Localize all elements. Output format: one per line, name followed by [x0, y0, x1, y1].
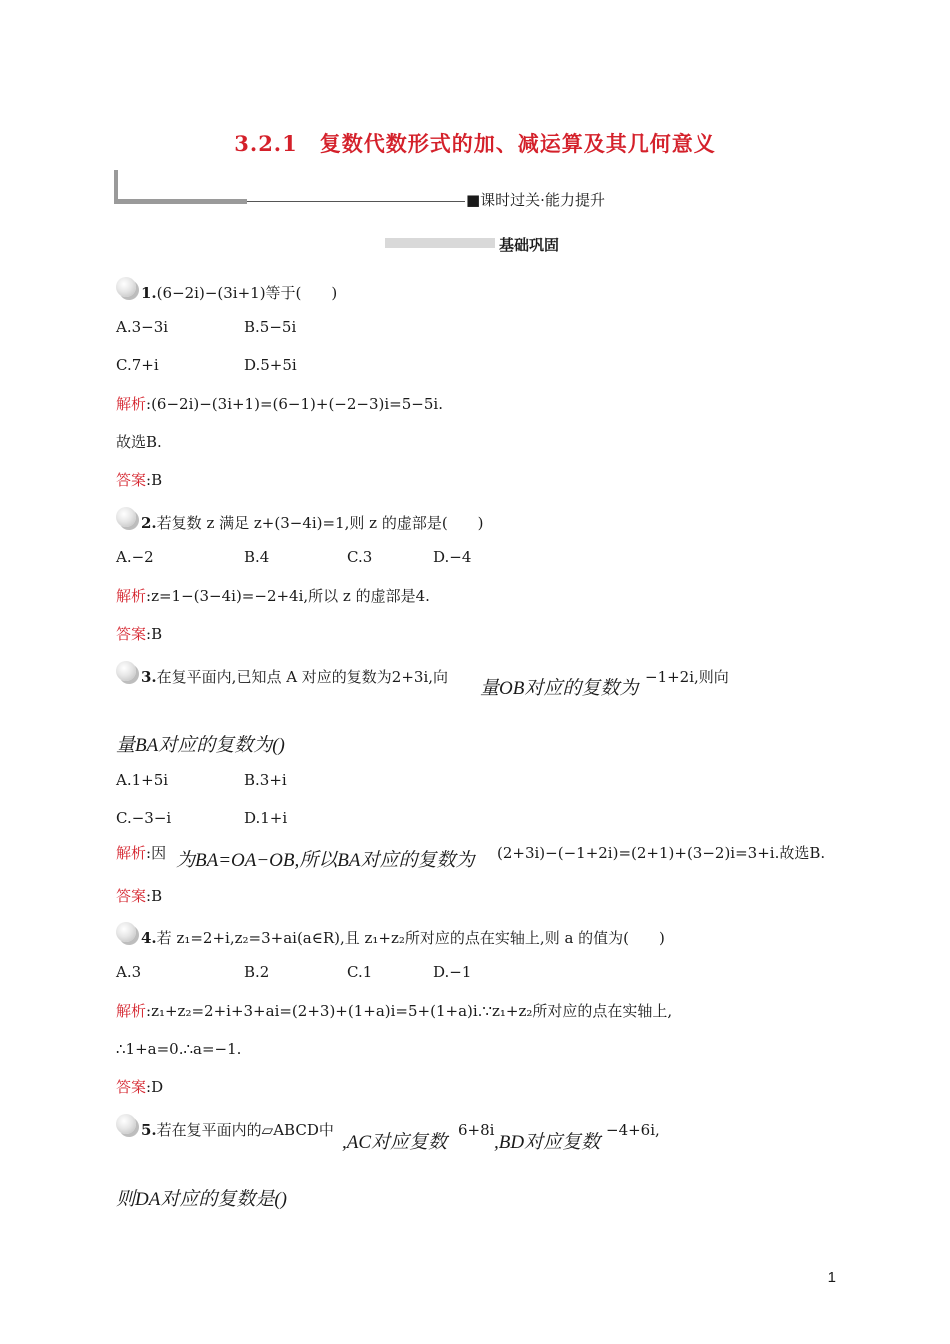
q4-number: 4.	[141, 929, 157, 947]
page-title: 3.2.1 复数代数形式的加、减运算及其几何意义	[234, 131, 716, 156]
question-marker-icon	[116, 277, 136, 297]
q1-answer	[116, 470, 162, 490]
question-marker-icon	[116, 1114, 136, 1134]
q1-option-c: C.7+i	[116, 356, 159, 374]
q5-stem-vector-bd: ,BD对应复数	[494, 1132, 601, 1153]
q1-extra: 故选B.	[116, 433, 162, 451]
q4-option-d: D.−1	[433, 963, 472, 981]
q2-number: 2.	[141, 514, 157, 532]
q2-stem	[141, 513, 484, 533]
question-marker-icon	[116, 661, 136, 681]
q2-analysis	[116, 586, 430, 606]
q1-option-a: A.3−3i	[116, 318, 169, 336]
question-marker-icon	[116, 922, 136, 942]
q1-analysis	[116, 394, 443, 414]
section-header: ■课时过关·能力提升	[466, 191, 605, 209]
q4-analysis	[116, 1001, 672, 1021]
q4-option-a: A.3	[116, 963, 142, 981]
q3-option-c: C.−3−i	[116, 809, 172, 827]
q3-stem-c: −1+2i,则向	[645, 668, 729, 686]
q5-stem	[141, 1120, 334, 1140]
q4-option-c: C.1	[347, 963, 373, 981]
q1-number: 1.	[141, 284, 157, 302]
q3-stem-line2: 量BA对应的复数为()	[116, 735, 285, 756]
q3-option-a: A.1+5i	[116, 771, 169, 789]
q5-stem-e: −4+6i,	[606, 1121, 660, 1139]
q2-stem-text: 若复数 z 满足 z+(3−4i)=1,则 z 的虚部是( )	[156, 514, 484, 532]
q4-analysis-text: :z₁+z₂=2+i+3+ai=(2+3)+(1+a)i=5+(1+a)i.∵z₁+z₂所对应的点在实轴上,	[146, 1002, 673, 1020]
question-marker-icon	[116, 507, 136, 527]
q3-number: 3.	[141, 668, 157, 686]
q3-analysis-c: (2+3i)−(−1+2i)=(2+1)+(3−2)i=3+i.故选B.	[497, 844, 826, 862]
q2-analysis-text: :z=1−(3−4i)=−2+4i,所以 z 的虚部是4.	[146, 587, 430, 605]
analysis-label: 解析	[116, 395, 147, 413]
q3-stem-vector: 量OB对应的复数为	[480, 678, 639, 699]
subsection-title: 基础巩固	[499, 236, 560, 254]
q1-analysis-text: :(6−2i)−(3i+1)=(6−1)+(−2−3)i=5−5i.	[146, 395, 443, 413]
q4-answer-text: :D	[146, 1078, 164, 1096]
q1-stem	[141, 283, 337, 303]
q2-option-d: D.−4	[433, 548, 472, 566]
q2-answer-text: :B	[146, 625, 163, 643]
analysis-label: 解析	[116, 1002, 147, 1020]
header-rule	[247, 201, 465, 202]
answer-label: 答案	[116, 887, 147, 905]
page-number: 1	[827, 1269, 836, 1286]
q4-stem	[141, 928, 665, 948]
q3-stem-line1	[141, 667, 448, 687]
analysis-label: 解析	[116, 844, 147, 862]
q4-answer	[116, 1077, 163, 1097]
answer-label: 答案	[116, 471, 147, 489]
q3-answer	[116, 886, 162, 906]
q1-option-d: D.5+5i	[244, 356, 297, 374]
q3-option-b: B.3+i	[244, 771, 287, 789]
q5-stem-vector-ac: ,AC对应复数	[342, 1132, 448, 1153]
q3-answer-text: :B	[146, 887, 163, 905]
q4-stem-text: 若 z₁=2+i,z₂=3+ai(a∈R),且 z₁+z₂所对应的点在实轴上,则 a 的值为( )	[156, 929, 665, 947]
subsection-bar	[385, 238, 495, 248]
answer-label: 答案	[116, 625, 147, 643]
q5-number: 5.	[141, 1121, 157, 1139]
q1-stem-text: (6−2i)−(3i+1)等于( )	[156, 284, 338, 302]
q3-analysis	[116, 843, 166, 863]
q3-stem-a: 在复平面内,已知点 A 对应的复数为2+3i,向	[156, 668, 449, 686]
q3-analysis-a: :因	[146, 844, 167, 862]
q1-option-b: B.5−5i	[244, 318, 297, 336]
q2-option-a: A.−2	[116, 548, 154, 566]
q5-stem-a: 若在复平面内的▱ABCD中	[156, 1121, 334, 1139]
q2-option-c: C.3	[347, 548, 373, 566]
q3-option-d: D.1+i	[244, 809, 288, 827]
q2-option-b: B.4	[244, 548, 270, 566]
q4-extra: ∴1+a=0.∴a=−1.	[116, 1040, 242, 1058]
q5-stem-line2: 则DA对应的复数是()	[116, 1189, 287, 1210]
header-bar-thick	[114, 199, 247, 204]
answer-label: 答案	[116, 1078, 147, 1096]
q1-answer-text: :B	[146, 471, 163, 489]
q3-analysis-vector: 为BA=OA−OB,所以BA对应的复数为	[176, 850, 475, 871]
q5-stem-c: 6+8i	[458, 1121, 495, 1139]
q2-answer	[116, 624, 162, 644]
q4-option-b: B.2	[244, 963, 270, 981]
analysis-label: 解析	[116, 587, 147, 605]
